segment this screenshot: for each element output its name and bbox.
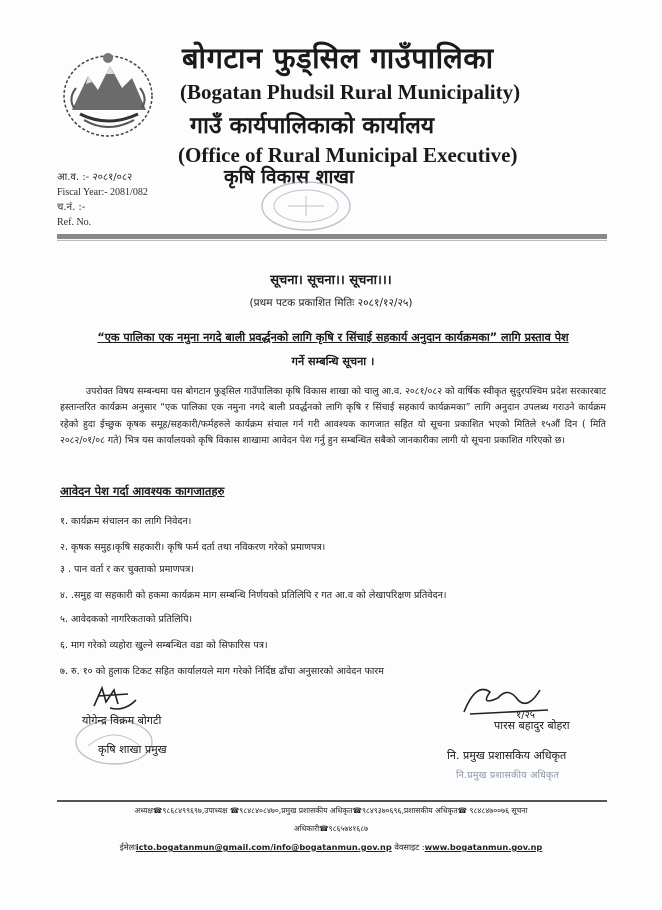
right-signature-icon (456, 680, 554, 720)
email-label: ईमेलः (119, 842, 136, 852)
requirement-item: १. कार्यक्रम संचालन का लागि निवेदन। (60, 516, 192, 527)
left-signatory-name: योगेन्द्र विक्रम बोगटी (82, 714, 162, 727)
reference-block (57, 170, 148, 230)
website-link[interactable]: www.bogatanmun.gov.np (424, 842, 543, 852)
requirement-item: ४. .समुह वा सहकारी को हकमा कार्यक्रम माग सम्बन्धि निर्णयको प्रतिलिपि र गत आ.व को लेखापरिक्षण प्रतिवेदन। (60, 590, 447, 601)
municipality-name-nepali: बोगटान फुड्सिल गाउँपालिका (182, 41, 494, 75)
requirement-item: ६. माग गरेको व्यहोरा खुल्ने सम्बन्धित वडा को सिफारिस पत्र। (60, 640, 268, 651)
requirements-heading: आवेदन पेश गर्दा आवश्यक कागजातहरु (60, 484, 225, 498)
footer-divider (57, 800, 607, 802)
branch-name: कृषि विकास शाखा (224, 166, 354, 188)
requirement-item: २. कृषक समुह।कृषि सहकारी। कृषि फर्म दर्ता तथा नविकरण गरेको प्रमाणपत्र। (60, 542, 326, 553)
publication-date: (प्रथम पटक प्रकाशित मितिः २०८१/१२/२५) (249, 297, 413, 309)
email-link[interactable]: icto.bogatanmun@gmail.com/info@bogatanmun.gov.np (135, 842, 392, 852)
requirement-item: ७. रु. १० को हुलाक टिकट सहित कार्यालयले माग गरेको निर्दिष्ठ ढाँचा अनुसारको आवेदन फारम (60, 666, 384, 677)
office-name-english: (Office of Rural Municipal Executive) (178, 143, 518, 167)
footer-contact (0, 842, 662, 853)
notice-body: उपरोक्त विषय सम्बन्धमा यस बोगटान फुड्सिल गाउँपालिका कृषि विकास शाखा को चालु आ.व. २०८१/०८२ को वार्षिक स्वीकृत सुदुरपश्चिम प्रदेश सरकारबाट हस्तान्तरित कार्यक्रम अनुसार “एक पालिका एक नमुना नगदे बाली प्रवर्द्धनको लागि कृषि र सिंचाई सहकार्य कार्यक्रमका” लागि अनुदान उपलब्ध गराउने कार्यक्रम रहेको हुदा ईच्छुक कृषक समूह/सहकारी/फर्महरुले कार्यक्रम संचाल गर्न गरी आवश्यक कागजात सहित यो सूचना प्रकाशित भएको मितिले १५औं दिन ( मिति २०८२/०१/०८ गते) भित्र यस कार्यालयको कृषि विकास शाखामा आवेदन पेश गर्नु हुन सम्बन्धित सबैको जानकारीका लागी यो सूचना प्रकाशित गरिएको छ। (60, 386, 606, 447)
right-signatory-name: पारस बहादुर बोहरा (494, 719, 570, 732)
footer-phones-cont: अधिकारी☎९८६५७४१६८७ (293, 824, 369, 833)
left-signature-icon (88, 682, 140, 714)
website-label: वेवसाइट : (394, 842, 425, 852)
fiscal-year-english: Fiscal Year:- 2081/082 (57, 187, 148, 198)
office-stamp-icon (258, 178, 354, 234)
fiscal-year-nepali: आ.व. :- २०८१/०८२ (57, 172, 133, 183)
notice-heading (60, 326, 606, 374)
left-signatory-title: कृषि शाखा प्रमुख (98, 743, 167, 756)
nepal-emblem-icon (58, 48, 158, 140)
requirement-item: ५. आवेदकको नागरिकताको प्रतिलिपि। (60, 614, 193, 625)
footer-phones: अध्यक्ष☎९८६८४९९६९७,उपाध्यक्ष ☎९८४८४०८४७०,प्रमुख प्रशासकीय अधिकृत☎९८४९३७०६९६,प्रशासकीय अधिकृत☎ ९८४८४७००७६ सूचना (134, 806, 528, 815)
ref-no-nepali: च.नं. :- (57, 202, 86, 213)
notice-heading-rest: गर्ने सम्बन्धि सूचना । (291, 355, 375, 368)
header-divider (57, 234, 607, 239)
municipality-name-english: (Bogatan Phudsil Rural Municipality) (180, 80, 521, 104)
right-signatory-title: नि. प्रमुख प्रशासकिय अधिकृत (447, 749, 567, 762)
ref-no-english: Ref. No. (57, 217, 92, 228)
right-signature-date: १/२५ (516, 710, 535, 720)
notice-title: सूचना। सूचना।। सूचना।।। (270, 273, 392, 288)
header-divider-thin (57, 240, 607, 241)
requirement-item: ३ . पान वर्ता र कर चुक्ताको प्रमाणपत्र। (60, 564, 194, 575)
right-designation-stamp: नि.प्रमुख प्रशासकीय अधिकृत (456, 770, 560, 781)
office-name-nepali: गाउँ कार्यपालिकाको कार्यालय (190, 113, 435, 139)
notice-heading-underlined: “एक पालिका एक नमुना नगदे बाली प्रवर्द्धनको लागि कृषि र सिंचाई सहकार्य अनुदान कार्यक्रमका” लागि प्रस्ताव पेश (97, 331, 569, 344)
